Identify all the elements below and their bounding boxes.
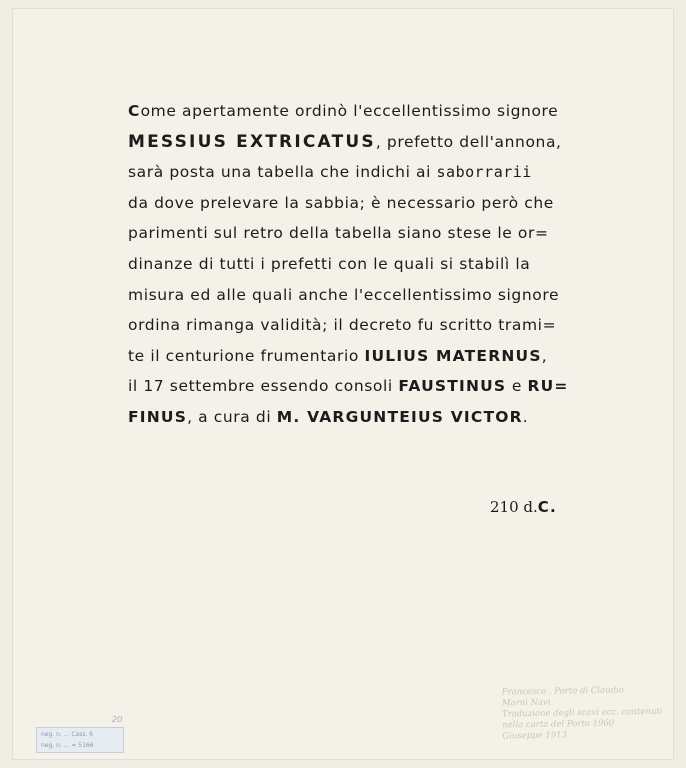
note-line: Traduzione degli scavi ecc. contenuti bbox=[501, 706, 663, 720]
line-text: , bbox=[541, 346, 548, 365]
note-line: Francesco . Porto di Claudio bbox=[501, 685, 625, 698]
name-rufinus-part1: RU= bbox=[527, 377, 569, 396]
name-vargunteius-victor: M. VARGUNTEIUS VICTOR bbox=[276, 407, 523, 426]
archive-stamp bbox=[36, 727, 124, 753]
text-line-3 bbox=[128, 157, 598, 188]
line-text: , a cura di bbox=[187, 407, 277, 426]
handwritten-notes bbox=[502, 685, 673, 743]
stamp-line: neg. n. ... = 5166 bbox=[41, 742, 94, 749]
name-rufinus-part2: FINUS bbox=[128, 407, 188, 426]
line-text: . bbox=[522, 407, 529, 426]
line-text: te il centurione frumentario bbox=[128, 346, 365, 365]
note-line: Giuseppe 1913 bbox=[502, 730, 568, 742]
date-line bbox=[490, 498, 557, 516]
line-text: ome apertamente ordinò l'eccellentissimo signore bbox=[140, 102, 559, 120]
text-line-9 bbox=[128, 341, 598, 372]
date-number: 210 d. bbox=[490, 498, 538, 516]
initial-letter: C bbox=[128, 102, 141, 120]
text-line-4: da dove prelevare la sabbia; è necessario però che bbox=[128, 193, 554, 212]
line-text: e bbox=[506, 377, 528, 396]
line-text: , prefetto dell'annona, bbox=[375, 132, 562, 151]
text-line-7: misura ed alle quali anche l'eccellentissimo signore bbox=[128, 285, 560, 304]
term-saborrarii: saborrarii bbox=[436, 163, 532, 182]
text-line-11 bbox=[128, 402, 598, 433]
inscription-translation bbox=[128, 96, 598, 433]
text-line-8: ordina rimanga validità; il decreto fu scritto trami= bbox=[128, 316, 557, 335]
text-line-1 bbox=[128, 96, 598, 127]
text-line-6: dinanze di tutti i prefetti con le quali si stabilì la bbox=[128, 254, 531, 273]
stamp-number: 20 bbox=[112, 715, 123, 724]
date-era: C. bbox=[537, 498, 557, 516]
text-line-10 bbox=[128, 371, 598, 402]
name-messius-extricatus: MESSIUS EXTRICATUS bbox=[128, 131, 376, 152]
text-line-2 bbox=[128, 127, 598, 158]
text-line-5: parimenti sul retro della tabella siano stese le or= bbox=[128, 224, 549, 243]
stamp-line: neg. n. ... Cass. 6 bbox=[41, 731, 94, 738]
note-line: nella carta del Porto 1960 bbox=[502, 718, 615, 731]
name-iulius-maternus: IULIUS MATERNUS bbox=[364, 346, 542, 365]
name-faustinus: FAUSTINUS bbox=[398, 377, 507, 396]
note-line: Marni Navi. bbox=[501, 697, 554, 709]
line-text: sarà posta una tabella che indichi ai bbox=[128, 163, 437, 182]
line-text: il 17 settembre essendo consoli bbox=[128, 377, 399, 396]
